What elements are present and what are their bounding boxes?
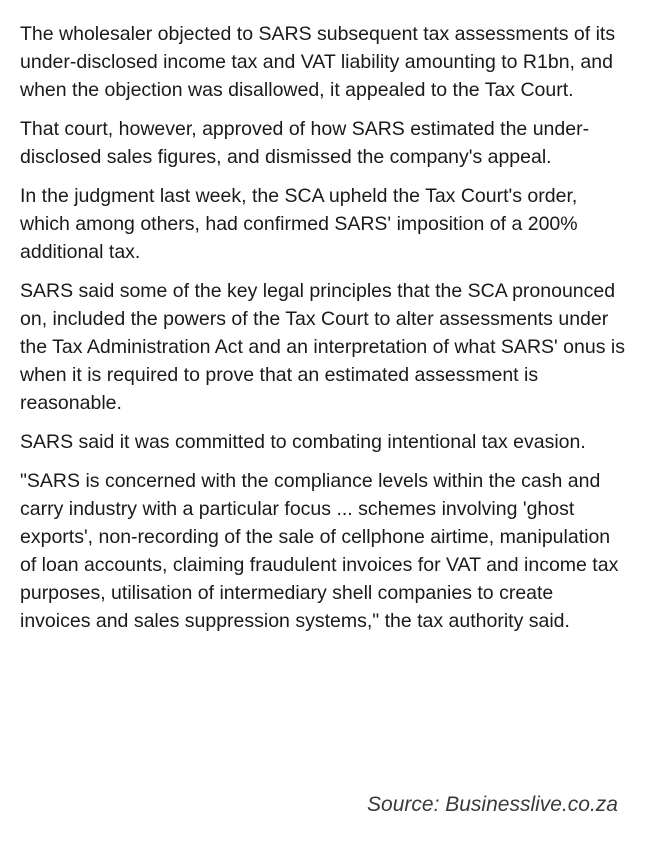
paragraph-quote: "SARS is concerned with the compliance levels within the cash and carry industry with a particular focus ... schemes involving 'ghost exports', non-recording of the sale of cellphone airtime, manipulation of loan accounts, claiming fraudulent invoices for VAT and income tax purposes, utilisation of intermediary shell companies to create invoices and sales suppression systems," the tax authority said. (20, 470, 619, 632)
source-credit: Source: Businesslive.co.za (367, 793, 618, 816)
paragraph-tax-court: That court, however, approved of how SARS estimated the under-disclosed sales figures, and dismissed the company's appeal. (20, 118, 590, 168)
paragraph-objection: The wholesaler objected to SARS subsequent tax assessments of its under-disclosed income tax and VAT liability amounting to R1bn, and when the objection was disallowed, it appealed to the Tax Court. (20, 23, 616, 101)
article-body (20, 20, 626, 646)
paragraph-commitment: SARS said it was committed to combating intentional tax evasion. (20, 431, 586, 453)
paragraph-legal-principles: SARS said some of the key legal principles that the SCA pronounced on, included the powers of the Tax Court to alter assessments under the Tax Administration Act and an interpretation of what SARS' onus is when it is required to prove that an estimated assessment is reasonable. (20, 280, 625, 414)
paragraph-judgment: In the judgment last week, the SCA upheld the Tax Court's order, which among others, had confirmed SARS' imposition of a 200% additional tax. (20, 185, 578, 263)
